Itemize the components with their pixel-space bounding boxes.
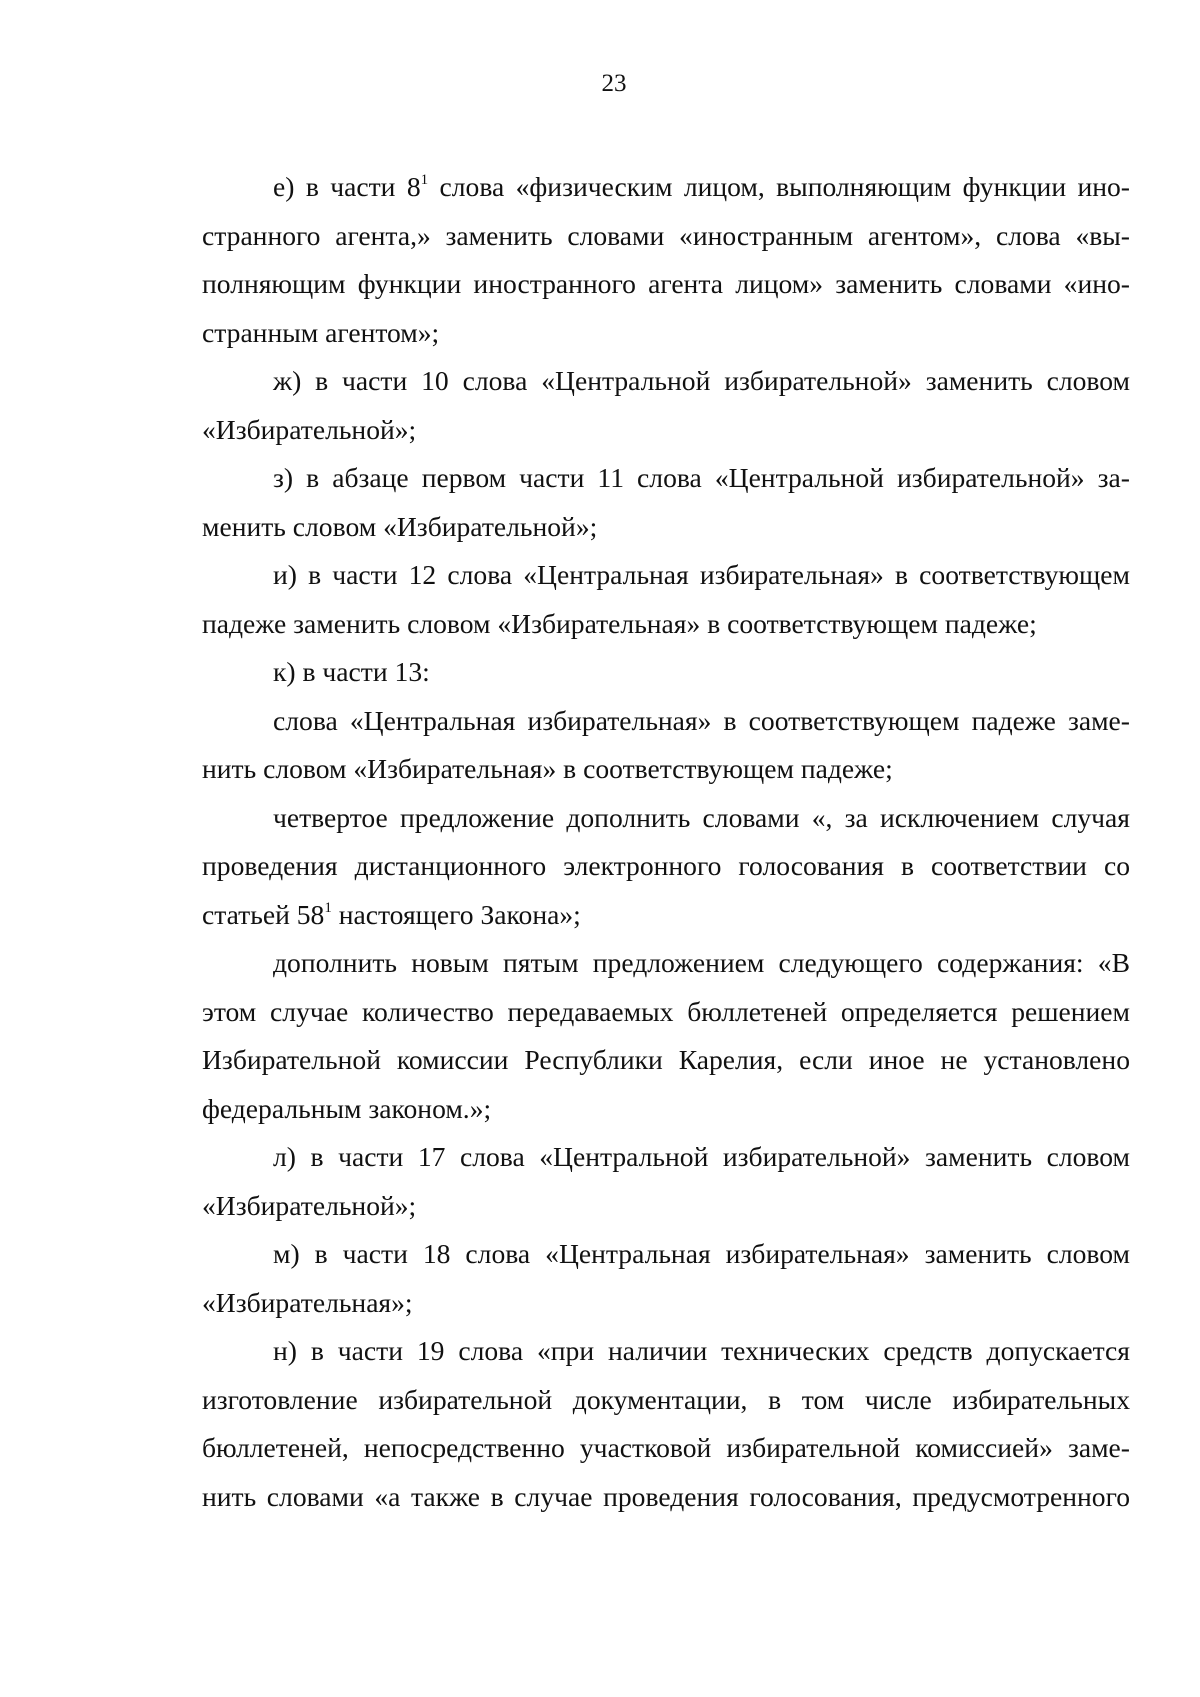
text-line: [202, 1279, 1130, 1328]
text-line: [202, 1230, 1130, 1279]
line-text: федеральным законом.»;: [202, 1092, 492, 1124]
text-line: [202, 697, 1130, 746]
text-line: [202, 212, 1130, 261]
text-line: [202, 794, 1130, 843]
line-text: падеже заменить словом «Избирательная» в соответствующем падеже;: [202, 607, 1037, 639]
line-text: м) в части 18 слова «Центральная избирательная» заменить словом: [273, 1238, 1130, 1269]
line-text: «Избирательная»;: [202, 1286, 413, 1318]
line-text: полняющим функции иностранного агента лицом» заменить словами «ино-: [202, 268, 1130, 299]
text-line: [202, 1327, 1130, 1376]
line-text-tail: слова «физическим лицом, выполняющим функции ино-: [428, 171, 1130, 202]
line-text: «Избирательной»;: [202, 413, 417, 445]
line-text: Избирательной комиссии Республики Карелия, если иное не установлено: [202, 1044, 1130, 1075]
text-line: [202, 1133, 1130, 1182]
text-line: [202, 745, 1130, 794]
line-text: менить словом «Избирательной»;: [202, 510, 598, 542]
line-text: этом случае количество передаваемых бюллетеней определяется решением: [202, 995, 1130, 1027]
line-text: странным агентом»;: [202, 316, 440, 348]
line-text: четвертое предложение дополнить словами «, за исключением случая: [273, 801, 1130, 833]
line-text: л) в части 17 слова «Центральной избирательной» заменить словом: [273, 1141, 1130, 1172]
line-text: слова «Центральная избирательная» в соответствующем падеже заме-: [273, 704, 1130, 736]
text-line: [202, 1473, 1130, 1522]
line-text: статьей 58: [202, 898, 325, 930]
text-line: [202, 842, 1130, 891]
text-line: [202, 357, 1130, 406]
text-line: [202, 988, 1130, 1037]
line-text: з) в абзаце первом части 11 слова «Центральной избирательной» за-: [273, 462, 1130, 493]
line-text-tail: настоящего Закона»;: [331, 898, 581, 930]
line-text: н) в части 19 слова «при наличии технических средств допускается: [273, 1335, 1130, 1366]
line-text: бюллетеней, непосредственно участковой избирательной комиссией» заме-: [202, 1432, 1130, 1463]
text-line: [202, 1036, 1130, 1085]
line-text: к) в части 13:: [273, 656, 430, 687]
text-line: [202, 648, 1130, 697]
text-line: [202, 454, 1130, 503]
line-text: дополнить новым пятым предложением следующего содержания: «В: [273, 947, 1130, 978]
text-line: [202, 551, 1130, 600]
superscript: 1: [324, 899, 332, 916]
text-line: [202, 503, 1130, 552]
text-line: [202, 163, 1130, 212]
superscript: 1: [420, 172, 429, 188]
line-text: нить словом «Избирательная» в соответствующем падеже;: [202, 753, 893, 784]
line-text: ж) в части 10 слова «Центральной избирательной» заменить словом: [273, 365, 1130, 396]
document-body: [202, 163, 1130, 1521]
text-line: [202, 1424, 1130, 1473]
line-text: нить словами «а также в случае проведения голосования, предусмотренного: [202, 1480, 1130, 1512]
text-line: [202, 309, 1130, 358]
text-line: [202, 1182, 1130, 1231]
text-line: [202, 260, 1130, 309]
text-line: [202, 406, 1130, 455]
line-text: «Избирательной»;: [202, 1189, 417, 1221]
line-text: е) в части 8: [273, 171, 421, 202]
line-text: странного агента,» заменить словами «иностранным агентом», слова «вы-: [202, 219, 1130, 251]
page-number: 23: [601, 70, 627, 97]
text-line: [202, 1376, 1130, 1425]
line-text: и) в части 12 слова «Центральная избирательная» в соответствующем: [273, 559, 1130, 590]
text-line: [202, 939, 1130, 988]
line-text: изготовление избирательной документации, в том числе избирательных: [202, 1383, 1130, 1415]
text-line: [202, 891, 1130, 940]
text-line: [202, 1085, 1130, 1134]
line-text: проведения дистанционного электронного голосования в соответствии со: [202, 850, 1130, 881]
text-line: [202, 600, 1130, 649]
